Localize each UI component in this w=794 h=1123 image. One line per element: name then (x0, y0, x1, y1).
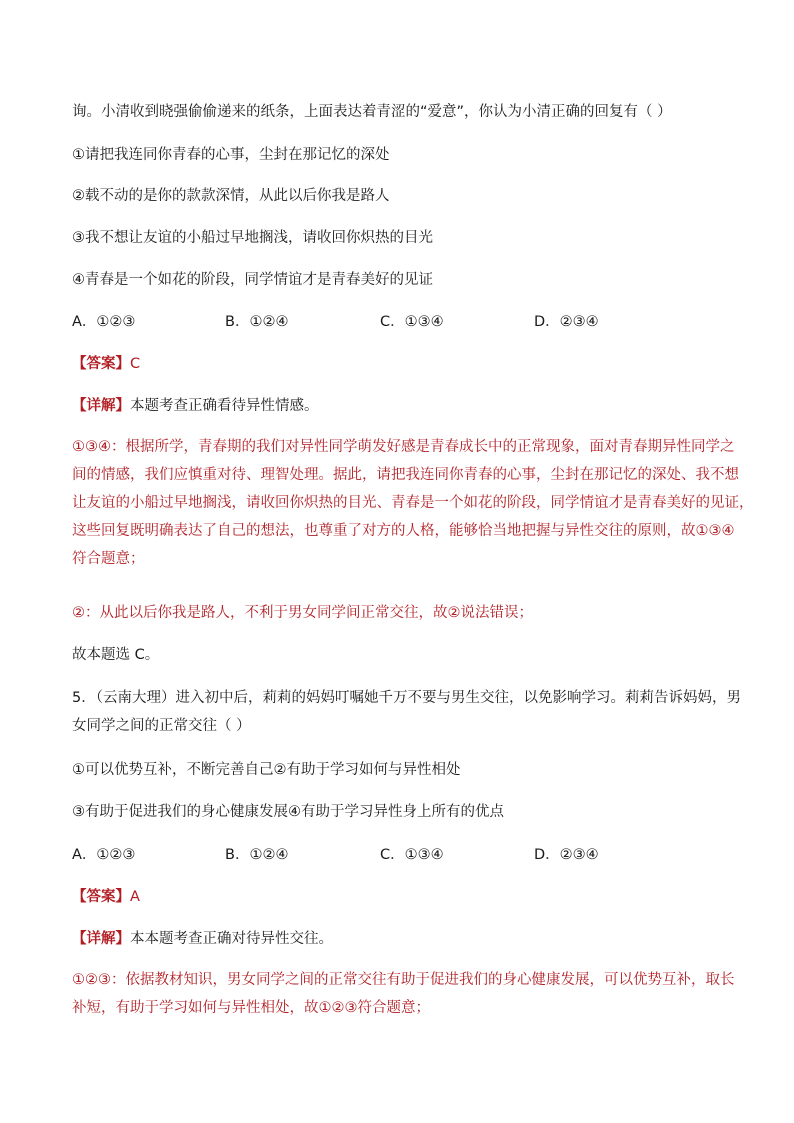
answer-value: A (130, 889, 140, 905)
q4-analysis-line-3: 让友谊的小船过早地搁浅，请收回你炽热的目光、青春是一个如花的阶段，同学情谊才是青春美好的见证， (72, 495, 754, 511)
q4-analysis-line-4: 这些回复既明确表达了自己的想法，也尊重了对方的人格，能够恰当地把握与异性交往的原则，故①③④ (72, 523, 735, 539)
q4-wrong-explanation: ②：从此以后你我是路人，不利于男女同学间正常交往，故②说法错误； (72, 605, 533, 621)
q5-stem-line-1: 5．（云南大理）进入初中后，莉莉的妈妈叮嘱她千万不要与男生交往，以免影响学习。莉莉告诉妈妈，男 (72, 690, 741, 706)
q5-option-a: A．①②③ (72, 847, 136, 863)
q4-item-2: ②载不动的是你的款款深情，从此以后你我是路人 (72, 188, 390, 204)
q4-analysis-line-5: 符合题意； (72, 551, 145, 567)
answer-label: 【答案】 (72, 889, 130, 905)
answer-label: 【答案】 (72, 356, 130, 372)
q4-analysis-line-1: ①③④：根据所学，青春期的我们对异性同学萌发好感是青春成长中的正常现象，面对青春期异性同学之 (72, 439, 735, 455)
q5-option-c: C．①③④ (380, 847, 444, 863)
q4-option-a: A．①②③ (72, 314, 136, 330)
q5-item-2: ③有助于促进我们的身心健康发展④有助于学习异性身上所有的优点 (72, 804, 504, 820)
detail-label: 【详解】 (72, 398, 130, 414)
detail-label: 【详解】 (72, 931, 130, 947)
q5-analysis-line-2: 补短，有助于学习如何与异性相处，故①②③符合题意； (72, 1000, 430, 1016)
q5-answer (72, 887, 732, 907)
q4-analysis-line-2: 间的情感，我们应慎重对待、理智处理。据此，请把我连同你青春的心事，尘封在那记忆的深处、我不想 (72, 467, 739, 483)
detail-text: 本本题考查正确对待异性交往。 (130, 931, 333, 947)
q5-item-1: ①可以优势互补，不断完善自己②有助于学习如何与异性相处 (72, 762, 461, 778)
answer-value: C (130, 356, 141, 372)
q5-analysis-line-1: ①②③：依据教材知识，男女同学之间的正常交往有助于促进我们的身心健康发展，可以优势互补，取长 (72, 972, 735, 988)
q5-option-d: D．②③④ (534, 847, 599, 863)
q4-stem: 询。小清收到晓强偷偷递来的纸条，上面表达着青涩的“爱意”，你认为小清正确的回复有（ ） (72, 104, 672, 120)
q5-detail (72, 929, 732, 949)
q4-option-b: B．①②④ (225, 314, 289, 330)
q5-stem-line-2: 女同学之间的正常交往（ ） (72, 718, 251, 734)
q5-option-b: B．①②④ (225, 847, 289, 863)
q4-detail (72, 396, 732, 416)
q4-conclusion: 故本题选 C。 (72, 647, 160, 663)
detail-text: 本题考查正确看待异性情感。 (130, 398, 319, 414)
q4-answer (72, 354, 732, 374)
q4-item-1: ①请把我连同你青春的心事，尘封在那记忆的深处 (72, 147, 390, 163)
q4-item-4: ④青春是一个如花的阶段，同学情谊才是青春美好的见证 (72, 272, 433, 288)
q4-option-d: D．②③④ (534, 314, 599, 330)
q4-item-3: ③我不想让友谊的小船过早地搁浅，请收回你炽热的目光 (72, 230, 433, 246)
q4-option-c: C．①③④ (380, 314, 444, 330)
